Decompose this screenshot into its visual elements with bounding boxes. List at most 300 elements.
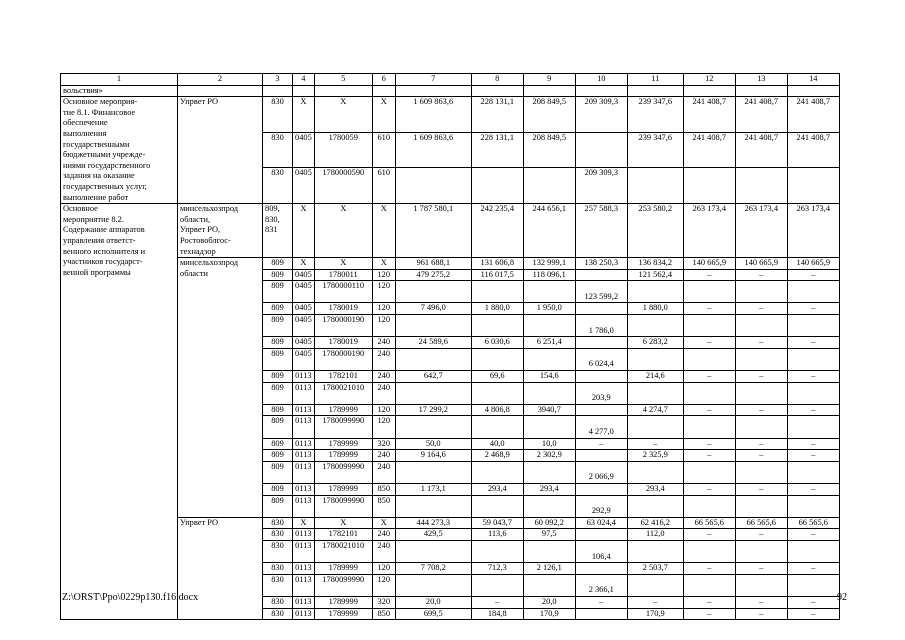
table-cell [314, 348, 372, 370]
table-cell [787, 337, 839, 349]
text-line: технадзор [180, 246, 216, 256]
cell-value: 1789999 [328, 404, 358, 414]
table-cell [787, 540, 839, 562]
table-cell [263, 517, 293, 529]
table-cell [471, 382, 523, 404]
table-cell [575, 281, 627, 303]
cell-value: 292,9 [591, 506, 611, 516]
table-cell [575, 97, 627, 133]
table-cell [575, 416, 627, 438]
cell-value: – [811, 371, 816, 381]
cell-value: 809 [271, 382, 284, 392]
table-row [61, 258, 840, 270]
cell-value: 830 [271, 529, 284, 539]
cell-value: – [707, 529, 712, 539]
text-line: венной программы [63, 267, 131, 277]
empty-cell [178, 85, 263, 97]
cell-value: 136 834,2 [638, 258, 672, 268]
cell-value: 170,9 [539, 608, 559, 618]
table-cell [372, 337, 395, 349]
cell-value: 0405 [295, 337, 312, 347]
cell-value: 1780099990 [322, 461, 365, 471]
text-line: задания на оказание [63, 171, 135, 181]
table-cell [575, 371, 627, 383]
cell-value: – [495, 596, 500, 606]
table-cell: 263 173,4 [735, 204, 787, 258]
table-cell [735, 382, 787, 404]
table-cell [787, 132, 839, 168]
table-cell [735, 540, 787, 562]
table-cell [372, 382, 395, 404]
table-cell [683, 371, 735, 383]
text-line: государственных услуг, [63, 181, 147, 191]
table-cell [372, 438, 395, 450]
table-cell [471, 337, 523, 349]
cell-value: 121 562,4 [638, 269, 672, 279]
text-line: государственными [63, 139, 130, 149]
cell-value: 1789999 [328, 608, 358, 618]
text-line: тие 8.1. Финансовое [63, 107, 136, 117]
cell-value: 1782101 [328, 371, 358, 381]
cell-value: – [599, 438, 604, 448]
table-cell [263, 529, 293, 541]
cell-value: 0405 [295, 132, 312, 142]
table-cell [735, 269, 787, 281]
cell-value: 241 408,7 [796, 97, 830, 107]
cell-value: 830 [271, 517, 284, 527]
cell-value: 850 [377, 608, 391, 618]
table-cell [263, 303, 293, 315]
cell-value: 0113 [295, 483, 312, 493]
cell-value: 9 164,6 [420, 450, 446, 460]
table-cell: 253 580,2 [627, 204, 683, 258]
table-cell [372, 416, 395, 438]
table-cell [395, 450, 471, 462]
table-cell [575, 450, 627, 462]
table-cell [293, 596, 315, 608]
cell-value: 0113 [295, 495, 312, 505]
table-cell [314, 529, 372, 541]
table-cell [372, 303, 395, 315]
cell-value: 2 325,9 [642, 450, 668, 460]
cell-value: 1 880,0 [642, 303, 668, 313]
cell-value: – [707, 608, 712, 618]
cell-value: – [811, 303, 816, 313]
table-cell [395, 269, 471, 281]
table-cell [293, 97, 315, 133]
table-cell [787, 416, 839, 438]
cell-value: 240 [377, 337, 391, 347]
table-cell [523, 371, 575, 383]
table-cell [683, 269, 735, 281]
cell-value: 2 468,9 [484, 450, 510, 460]
cell-value: 106,4 [591, 551, 611, 561]
table-cell [683, 382, 735, 404]
table-cell [395, 608, 471, 620]
table-cell [523, 596, 575, 608]
table-cell [314, 168, 372, 204]
empty-cell [372, 85, 395, 97]
cell-value: 228 131,1 [480, 132, 514, 142]
table-cell [575, 303, 627, 315]
empty-cell [395, 85, 471, 97]
table-row [61, 517, 840, 529]
table-cell [263, 608, 293, 620]
table-cell [293, 461, 315, 483]
text-line: Основное [63, 204, 98, 214]
table-cell [787, 168, 839, 204]
cell-value: 320 [377, 438, 391, 448]
cell-value: 1780021010 [322, 382, 365, 392]
table-cell [627, 517, 683, 529]
cell-value: 214,6 [645, 371, 665, 381]
table-cell [683, 281, 735, 303]
table-cell [787, 371, 839, 383]
header-cell: 12 [683, 74, 735, 86]
table-cell [471, 281, 523, 303]
table-cell [372, 563, 395, 575]
table-cell [263, 495, 293, 517]
cell-value: 610 [377, 168, 391, 178]
table-cell [471, 517, 523, 529]
table-cell [787, 303, 839, 315]
table-cell [627, 97, 683, 133]
table-cell [523, 461, 575, 483]
table-cell [523, 450, 575, 462]
cell-value: 131 606,8 [480, 258, 514, 268]
table-cell [523, 517, 575, 529]
cell-value: 6 024,4 [588, 359, 614, 369]
cell-value: 479 275,2 [416, 269, 450, 279]
table-cell [627, 315, 683, 337]
cell-value: 2 066,9 [588, 472, 614, 482]
cell-value: 7 708,2 [420, 563, 446, 573]
text-line: области, [180, 214, 211, 224]
cell-value: 62 416,2 [640, 517, 670, 527]
cell-value: 1789999 [328, 450, 358, 460]
table-cell [523, 281, 575, 303]
text-line: области [180, 268, 208, 278]
table-cell [575, 540, 627, 562]
table-cell [263, 371, 293, 383]
cell-value: 20,0 [425, 596, 441, 606]
empty-cell [735, 85, 787, 97]
table-cell [293, 337, 315, 349]
table-cell [263, 483, 293, 495]
table-cell [683, 348, 735, 370]
table-cell [263, 450, 293, 462]
cell-value: Х [300, 517, 307, 527]
table-cell [523, 348, 575, 370]
table-cell [314, 483, 372, 495]
table-cell [293, 483, 315, 495]
table-cell [263, 258, 293, 270]
table-cell: 244 656,1 [523, 204, 575, 258]
cell-value: 0113 [295, 438, 312, 448]
cell-value: 1 880,0 [484, 303, 510, 313]
cell-value: 184,8 [487, 608, 507, 618]
cell-value: – [599, 596, 604, 606]
cell-value: 809 [271, 371, 284, 381]
cell-value: 120 [377, 574, 391, 584]
table-cell [263, 132, 293, 168]
table-cell [735, 132, 787, 168]
table-cell [683, 495, 735, 517]
cell-value: 0405 [295, 269, 312, 279]
table-cell [395, 574, 471, 596]
cell-value: 120 [377, 303, 391, 313]
table-cell [263, 563, 293, 575]
cell-value: – [811, 404, 816, 414]
table-cell [627, 382, 683, 404]
cell-value: – [759, 529, 764, 539]
table-cell [575, 348, 627, 370]
header-cell: 2 [178, 74, 263, 86]
cell-value: 240 [377, 529, 391, 539]
cell-value: 830 [271, 540, 284, 550]
cell-value: 0113 [295, 371, 312, 381]
table-cell [787, 269, 839, 281]
cell-value: 6 283,2 [642, 337, 668, 347]
cell-value: 809 [271, 416, 284, 426]
cell-value: – [707, 303, 712, 313]
cell-value: 1780011 [328, 269, 358, 279]
table-cell [627, 483, 683, 495]
table-cell [471, 371, 523, 383]
table-cell [575, 529, 627, 541]
cell-value: 59 043,7 [482, 517, 512, 527]
cell-value: 830 [271, 132, 284, 142]
cell-value: 642,7 [423, 371, 443, 381]
header-cell: 7 [395, 74, 471, 86]
continuation-row [61, 85, 840, 97]
cell-value: 240 [377, 382, 391, 392]
header-row [61, 74, 840, 86]
cell-value: 4 274,7 [642, 404, 668, 414]
table-cell [471, 303, 523, 315]
cell-value: 1 609 863,6 [413, 132, 454, 142]
table-cell [471, 563, 523, 575]
table-cell [263, 97, 293, 133]
table-row [61, 204, 840, 258]
cell-value: 2 366,1 [588, 585, 614, 595]
table-cell [314, 258, 372, 270]
table-cell [372, 348, 395, 370]
text-line: Основное мероприя- [63, 97, 138, 107]
cell-value: – [811, 596, 816, 606]
cell-value: 1780099990 [322, 574, 365, 584]
table-cell [787, 97, 839, 133]
text-line: обеспечение [63, 118, 108, 128]
table-cell [372, 258, 395, 270]
table-cell [787, 596, 839, 608]
table-cell [523, 483, 575, 495]
table-cell [575, 315, 627, 337]
table-cell [395, 258, 471, 270]
table-cell [627, 608, 683, 620]
table-cell [575, 608, 627, 620]
table-cell [523, 97, 575, 133]
table-cell [787, 495, 839, 517]
table-cell [735, 97, 787, 133]
table-cell [683, 303, 735, 315]
table-cell [314, 281, 372, 303]
cell-value: 240 [377, 371, 391, 381]
cell-value: 208 849,5 [532, 97, 566, 107]
table-cell [683, 97, 735, 133]
cell-value: – [759, 404, 764, 414]
cell-value: 66 565,6 [694, 517, 724, 527]
table-cell [471, 529, 523, 541]
table-cell [627, 574, 683, 596]
table-cell [575, 438, 627, 450]
cell-value: 1780000110 [322, 281, 365, 291]
table-cell [735, 517, 787, 529]
table-cell [523, 132, 575, 168]
table-cell [735, 281, 787, 303]
cell-value: 0405 [295, 348, 312, 358]
cell-value: Х [380, 258, 387, 268]
table-cell [293, 258, 315, 270]
table-cell [787, 404, 839, 416]
cell-value: 1789999 [328, 483, 358, 493]
table-cell [372, 574, 395, 596]
cell-value: 208 849,5 [532, 132, 566, 142]
table-cell [627, 281, 683, 303]
table-cell [314, 450, 372, 462]
cell-value: Х [340, 517, 347, 527]
table-cell [263, 416, 293, 438]
table-cell [683, 540, 735, 562]
cell-value: 118 096,1 [532, 269, 566, 279]
table-cell [787, 450, 839, 462]
table-cell [293, 416, 315, 438]
table-cell [627, 337, 683, 349]
cell-value: – [759, 303, 764, 313]
table-cell [395, 382, 471, 404]
text-line: участников государст- [63, 257, 143, 267]
cell-value: 809 [271, 269, 284, 279]
table-cell [471, 438, 523, 450]
table-cell [263, 348, 293, 370]
table-cell [523, 382, 575, 404]
cell-value: 293,4 [487, 483, 507, 493]
cell-value: – [811, 438, 816, 448]
table-cell [627, 348, 683, 370]
table-cell [523, 315, 575, 337]
cell-value: 809 [271, 450, 284, 460]
table-cell [627, 258, 683, 270]
table-cell [627, 540, 683, 562]
cell-value: 140 665,9 [796, 258, 830, 268]
table-cell [471, 348, 523, 370]
table-cell [395, 315, 471, 337]
cell-value: 66 565,6 [798, 517, 828, 527]
table-cell [683, 258, 735, 270]
cell-value: 240 [377, 450, 391, 460]
table-cell [735, 303, 787, 315]
table-cell [735, 608, 787, 620]
table-cell [575, 596, 627, 608]
table-cell [314, 382, 372, 404]
header-cell: 9 [523, 74, 575, 86]
text-line: 830, [265, 214, 280, 224]
table-cell [471, 315, 523, 337]
table-cell [372, 596, 395, 608]
cell-value: 0113 [295, 563, 312, 573]
table-cell [293, 540, 315, 562]
table-cell [575, 337, 627, 349]
table-cell [575, 132, 627, 168]
cell-value: 6 030,6 [484, 337, 510, 347]
table-cell [395, 97, 471, 133]
table-cell [293, 132, 315, 168]
text-line: Упрвет РО, [180, 225, 221, 235]
table-cell [395, 495, 471, 517]
responsible-executor: Упрвет РО [178, 97, 263, 204]
cell-value: 961 688,1 [416, 258, 450, 268]
table-cell: Х [293, 204, 315, 258]
cell-value: 120 [377, 281, 391, 291]
cell-value: 116 017,5 [480, 269, 514, 279]
cell-value: 138 250,3 [584, 258, 618, 268]
cell-value: 1782101 [328, 529, 358, 539]
cell-value: 809 [271, 303, 284, 313]
cell-value: 699,5 [423, 608, 443, 618]
table-cell [395, 517, 471, 529]
cell-value: 830 [271, 563, 284, 573]
cell-value: 809 [271, 281, 284, 291]
table-cell [787, 315, 839, 337]
cell-value: – [759, 608, 764, 618]
cell-value: 241 408,7 [744, 132, 778, 142]
table-cell [314, 371, 372, 383]
cell-value: 1 786,0 [588, 325, 614, 335]
table-cell [395, 596, 471, 608]
cell-value: 1 950,0 [536, 303, 562, 313]
table-cell [314, 269, 372, 281]
cell-value: 17 299,2 [418, 404, 448, 414]
cell-value: 1789999 [328, 563, 358, 573]
cell-value: 850 [377, 483, 391, 493]
table-cell [372, 132, 395, 168]
cell-value: 120 [377, 416, 391, 426]
cell-value: 2 503,7 [642, 563, 668, 573]
table-cell [523, 303, 575, 315]
cell-value: 1780000590 [322, 168, 365, 178]
cell-value: – [759, 596, 764, 606]
cell-value: 241 408,7 [796, 132, 830, 142]
table-cell [372, 315, 395, 337]
table-cell [683, 450, 735, 462]
table-cell [293, 382, 315, 404]
table-cell [683, 461, 735, 483]
text-line: бюджетными учрежде- [63, 150, 146, 160]
cell-value: 0113 [295, 529, 312, 539]
cell-value: Х [340, 97, 347, 107]
cell-value: – [707, 438, 712, 448]
table-cell [263, 596, 293, 608]
table-cell [372, 608, 395, 620]
cell-value: 24 589,6 [418, 337, 448, 347]
cell-value: – [811, 337, 816, 347]
table-cell [575, 258, 627, 270]
table-cell: 1 787 580,1 [395, 204, 471, 258]
cell-value: 1 609 863,6 [413, 97, 454, 107]
table-cell [314, 438, 372, 450]
header-cell: 10 [575, 74, 627, 86]
table-cell [787, 382, 839, 404]
